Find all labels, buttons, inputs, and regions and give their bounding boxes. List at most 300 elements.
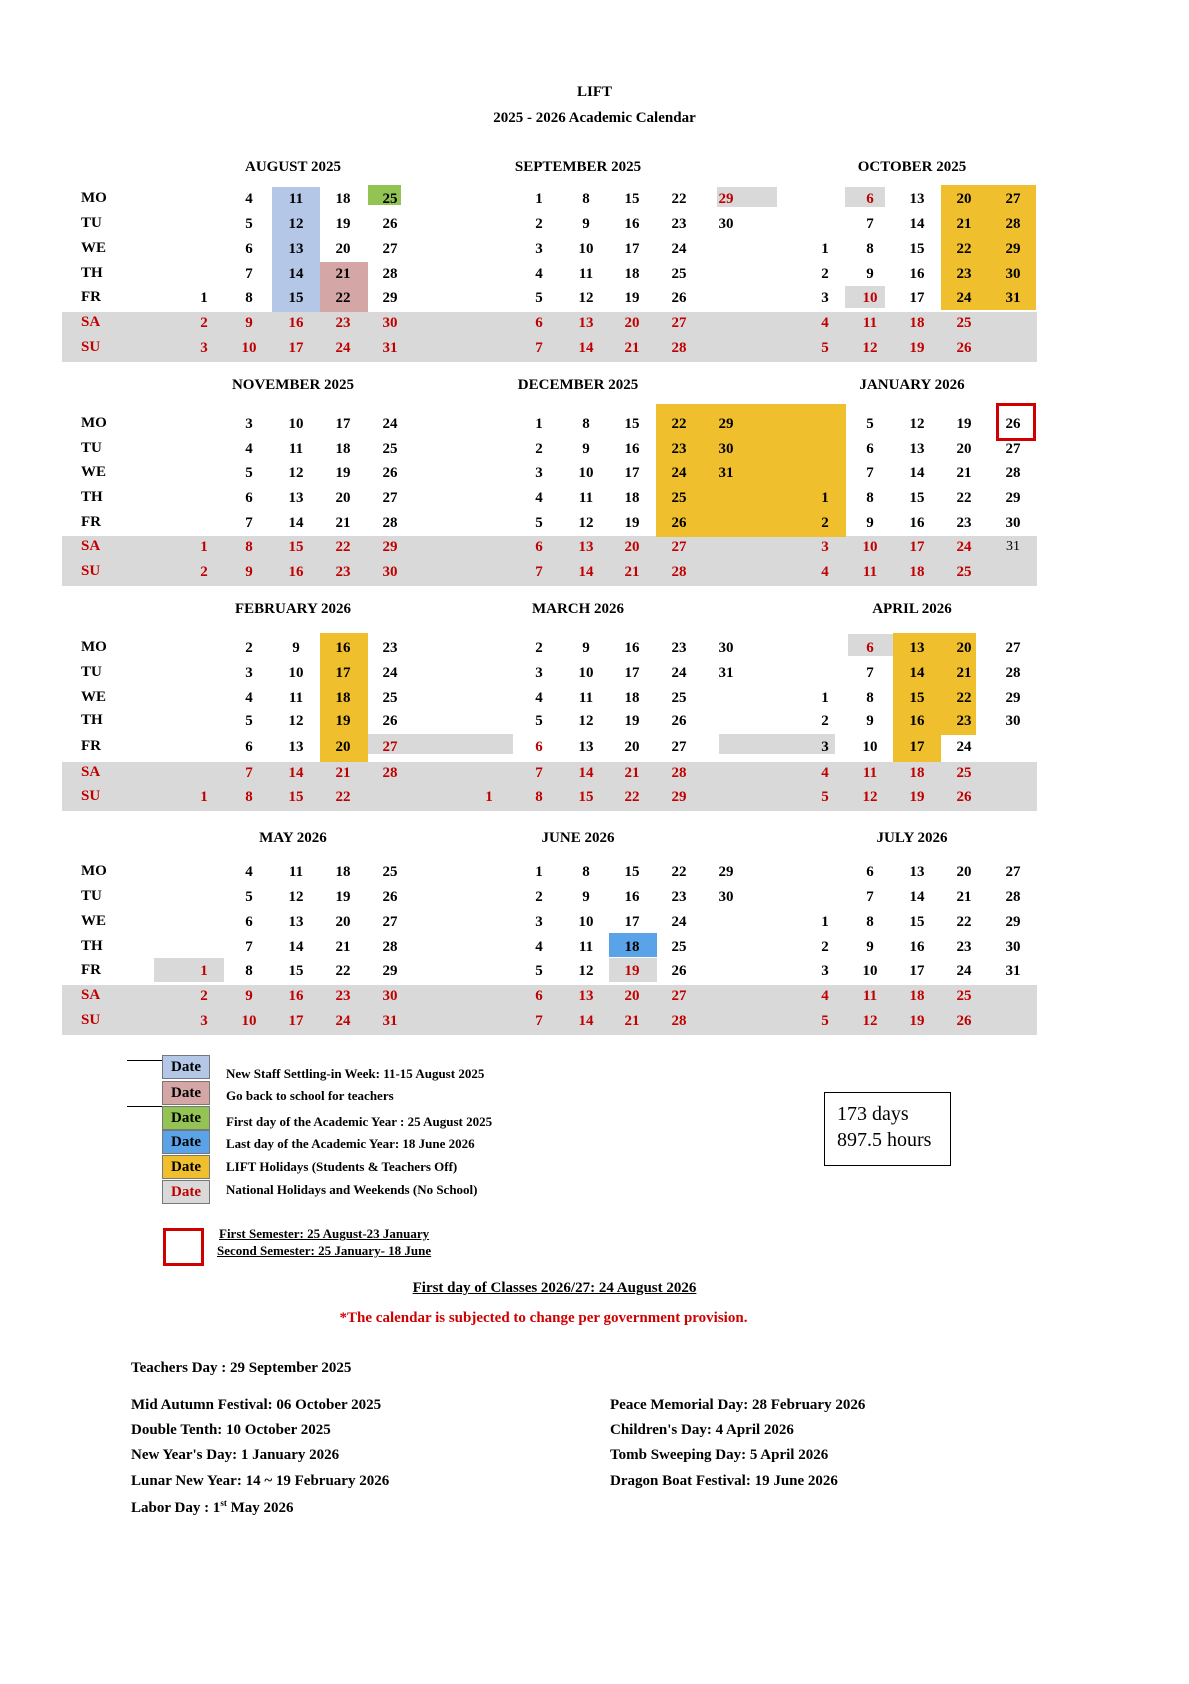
day-cell: 16 <box>624 640 640 656</box>
day-cell: 22 <box>335 290 351 306</box>
month-title-dec: DECEMBER 2025 <box>517 377 639 393</box>
day-cell: 13 <box>578 739 594 755</box>
day-cell: 5 <box>245 713 253 729</box>
day-cell: 30 <box>382 564 398 580</box>
labor-day-prefix: Labor Day : 1 <box>131 1500 221 1516</box>
day-cell: 10 <box>578 914 594 930</box>
day-cell: 27 <box>1005 441 1021 457</box>
day-cell: 5 <box>821 340 829 356</box>
day-cell: 10 <box>578 241 594 257</box>
day-label-mo: MO <box>81 863 107 879</box>
day-cell: 15 <box>288 963 304 979</box>
day-cell: 9 <box>245 988 253 1004</box>
day-cell: 16 <box>335 640 351 656</box>
day-cell: 6 <box>535 739 543 755</box>
day-cell: 4 <box>821 315 829 331</box>
day-cell: 27 <box>671 988 687 1004</box>
day-cell: 26 <box>671 713 687 729</box>
day-cell: 14 <box>578 340 594 356</box>
day-cell: 20 <box>624 988 640 1004</box>
day-cell: 6 <box>245 739 253 755</box>
day-cell: 20 <box>956 864 972 880</box>
org-title: LIFT <box>576 84 612 100</box>
holiday-left-2: New Year's Day: 1 January 2026 <box>131 1447 340 1463</box>
day-cell: 9 <box>292 640 300 656</box>
day-cell: 25 <box>382 864 398 880</box>
day-cell: 4 <box>245 441 253 457</box>
month-title-nov: NOVEMBER 2025 <box>231 377 355 393</box>
day-cell: 14 <box>909 889 925 905</box>
day-cell: 19 <box>335 713 351 729</box>
month-title-jan: JANUARY 2026 <box>859 377 965 393</box>
day-cell: 19 <box>335 216 351 232</box>
day-cell: 14 <box>909 465 925 481</box>
calendar-subtitle: 2025 - 2026 Academic Calendar <box>493 110 696 126</box>
day-cell: 28 <box>1005 465 1021 481</box>
day-cell: 3 <box>535 665 543 681</box>
day-cell: 12 <box>288 889 304 905</box>
day-cell: 7 <box>535 564 543 580</box>
day-label-th: TH <box>81 712 103 728</box>
day-cell: 11 <box>288 441 304 457</box>
day-cell: 24 <box>671 241 687 257</box>
day-cell: 12 <box>862 340 878 356</box>
day-cell: 5 <box>535 963 543 979</box>
day-cell: 13 <box>578 988 594 1004</box>
day-cell: 23 <box>671 889 687 905</box>
day-cell: 14 <box>288 939 304 955</box>
day-cell: 23 <box>671 441 687 457</box>
day-cell: 15 <box>909 914 925 930</box>
day-cell: 15 <box>288 789 304 805</box>
day-cell: 29 <box>1005 914 1021 930</box>
day-cell: 30 <box>382 315 398 331</box>
day-cell: 20 <box>335 241 351 257</box>
day-cell: 4 <box>535 690 543 706</box>
day-cell: 30 <box>1005 713 1021 729</box>
day-cell: 26 <box>382 216 398 232</box>
day-cell: 3 <box>200 340 208 356</box>
day-cell: 18 <box>909 564 925 580</box>
day-cell: 2 <box>200 988 208 1004</box>
day-cell: 5 <box>866 416 874 432</box>
day-cell: 23 <box>956 266 972 282</box>
day-cell: 19 <box>335 889 351 905</box>
day-label-we: WE <box>81 464 107 480</box>
day-cell: 9 <box>245 564 253 580</box>
day-cell: 8 <box>866 690 874 706</box>
day-cell: 4 <box>535 490 543 506</box>
day-cell: 15 <box>624 191 640 207</box>
day-cell: 2 <box>821 939 829 955</box>
day-cell: 20 <box>956 640 972 656</box>
day-cell: 7 <box>866 889 874 905</box>
disclaimer: *The calendar is subjected to change per government provision. <box>339 1310 748 1326</box>
day-cell: 14 <box>909 216 925 232</box>
day-cell: 19 <box>624 290 640 306</box>
day-cell: 20 <box>956 191 972 207</box>
day-cell: 6 <box>245 914 253 930</box>
day-cell: 27 <box>671 739 687 755</box>
legend-national-swatch: Date <box>162 1180 210 1204</box>
day-cell: 19 <box>956 416 972 432</box>
day-cell: 13 <box>288 241 304 257</box>
day-label-tu: TU <box>81 215 102 231</box>
day-cell: 30 <box>718 889 734 905</box>
day-cell: 12 <box>862 1013 878 1029</box>
day-cell: 6 <box>245 490 253 506</box>
day-cell: 7 <box>245 765 253 781</box>
day-cell: 1 <box>535 416 543 432</box>
day-cell: 9 <box>245 315 253 331</box>
holiday-left-3: Lunar New Year: 14 ~ 19 February 2026 <box>131 1473 390 1489</box>
day-cell: 16 <box>909 515 925 531</box>
day-cell: 27 <box>1005 640 1021 656</box>
day-cell: 17 <box>624 241 640 257</box>
day-cell: 9 <box>866 515 874 531</box>
day-cell: 3 <box>245 416 253 432</box>
day-cell: 31 <box>718 665 734 681</box>
day-cell: 20 <box>335 914 351 930</box>
day-cell: 4 <box>245 864 253 880</box>
day-cell: 10 <box>862 963 878 979</box>
day-cell: 24 <box>956 739 972 755</box>
day-cell: 26 <box>382 889 398 905</box>
day-cell: 22 <box>335 789 351 805</box>
day-cell: 22 <box>956 490 972 506</box>
legend-staff-label: New Staff Settling-in Week: 11-15 August 2025 <box>226 1066 485 1081</box>
day-cell: 14 <box>909 665 925 681</box>
day-cell: 11 <box>578 939 594 955</box>
day-cell: 14 <box>578 564 594 580</box>
day-cell: 29 <box>382 539 398 555</box>
day-cell: 18 <box>909 765 925 781</box>
day-cell: 25 <box>382 690 398 706</box>
legend-staff-swatch: Date <box>162 1055 210 1079</box>
day-cell: 26 <box>671 515 687 531</box>
day-cell: 1 <box>535 191 543 207</box>
day-cell: 8 <box>866 490 874 506</box>
month-title-feb: FEBRUARY 2026 <box>234 601 351 617</box>
holiday-right-3: Dragon Boat Festival: 19 June 2026 <box>610 1473 838 1489</box>
day-cell: 3 <box>535 241 543 257</box>
day-cell: 29 <box>671 789 687 805</box>
day-cell: 12 <box>578 290 594 306</box>
day-cell: 21 <box>335 939 351 955</box>
day-cell: 2 <box>821 266 829 282</box>
day-cell: 12 <box>578 515 594 531</box>
day-cell: 13 <box>578 315 594 331</box>
day-cell: 1 <box>200 539 208 555</box>
day-cell: 3 <box>200 1013 208 1029</box>
day-cell: 30 <box>1005 266 1021 282</box>
day-cell: 24 <box>956 290 972 306</box>
day-label-mo: MO <box>81 415 107 431</box>
day-cell: 17 <box>335 416 351 432</box>
day-cell: 19 <box>909 789 925 805</box>
day-label-tu: TU <box>81 888 102 904</box>
day-cell: 30 <box>718 640 734 656</box>
day-label-sa: SA <box>81 764 101 780</box>
day-cell: 28 <box>1005 665 1021 681</box>
day-cell: 11 <box>288 690 304 706</box>
day-cell: 18 <box>335 690 351 706</box>
day-cell: 26 <box>956 340 972 356</box>
day-cell: 10 <box>578 465 594 481</box>
day-cell: 5 <box>245 889 253 905</box>
day-cell: 17 <box>909 290 925 306</box>
day-cell: 10 <box>862 539 878 555</box>
day-cell: 5 <box>821 789 829 805</box>
day-cell: 15 <box>909 690 925 706</box>
day-cell: 28 <box>382 266 398 282</box>
day-cell: 7 <box>866 216 874 232</box>
day-cell: 21 <box>335 266 351 282</box>
day-cell: 24 <box>382 416 398 432</box>
day-cell: 1 <box>821 914 829 930</box>
day-cell: 26 <box>1005 416 1021 432</box>
day-cell: 29 <box>382 290 398 306</box>
day-label-mo: MO <box>81 639 107 655</box>
day-cell: 22 <box>624 789 640 805</box>
day-cell: 2 <box>535 640 543 656</box>
day-label-su: SU <box>81 339 101 355</box>
day-cell: 29 <box>718 191 734 207</box>
day-cell: 25 <box>956 765 972 781</box>
day-cell: 15 <box>288 290 304 306</box>
day-cell: 9 <box>866 939 874 955</box>
day-cell: 1 <box>200 789 208 805</box>
day-cell: 5 <box>535 290 543 306</box>
month-title-jun: JUNE 2026 <box>541 830 615 846</box>
legend-last-day-label: Last day of the Academic Year: 18 June 2026 <box>226 1136 475 1151</box>
day-cell: 10 <box>241 340 257 356</box>
month-title-apr: APRIL 2026 <box>872 601 952 617</box>
day-cell: 16 <box>909 266 925 282</box>
day-cell: 8 <box>582 416 590 432</box>
day-cell: 17 <box>909 539 925 555</box>
labor-day-suffix: May 2026 <box>226 1500 294 1516</box>
day-cell: 3 <box>821 539 829 555</box>
day-cell: 8 <box>866 241 874 257</box>
day-cell: 16 <box>909 713 925 729</box>
day-label-we: WE <box>81 240 107 256</box>
day-cell: 14 <box>288 765 304 781</box>
day-cell: 11 <box>862 988 878 1004</box>
day-cell: 17 <box>624 465 640 481</box>
legend-line-top <box>127 1060 163 1061</box>
day-cell: 24 <box>671 465 687 481</box>
day-cell: 30 <box>1005 939 1021 955</box>
day-cell: 9 <box>582 640 590 656</box>
day-cell: 7 <box>535 765 543 781</box>
day-cell: 21 <box>624 340 640 356</box>
day-cell: 25 <box>956 988 972 1004</box>
day-cell: 15 <box>578 789 594 805</box>
day-cell: 18 <box>624 266 640 282</box>
day-label-fr: FR <box>81 962 101 978</box>
day-cell: 8 <box>245 539 253 555</box>
day-cell: 21 <box>956 465 972 481</box>
day-cell: 25 <box>382 191 398 207</box>
day-cell: 12 <box>288 216 304 232</box>
day-cell: 26 <box>382 465 398 481</box>
day-cell: 17 <box>624 665 640 681</box>
day-cell: 24 <box>671 914 687 930</box>
day-cell: 14 <box>288 266 304 282</box>
day-cell: 23 <box>956 713 972 729</box>
day-cell: 28 <box>382 939 398 955</box>
day-cell: 12 <box>288 713 304 729</box>
day-label-fr: FR <box>81 289 101 305</box>
day-cell: 31 <box>1005 290 1021 306</box>
stats-hours: 897.5 hours <box>837 1129 932 1151</box>
day-cell: 21 <box>335 765 351 781</box>
day-cell: 6 <box>866 441 874 457</box>
day-cell: 25 <box>671 939 687 955</box>
day-label-sa: SA <box>81 987 101 1003</box>
day-cell: 18 <box>624 490 640 506</box>
day-cell: 13 <box>909 864 925 880</box>
day-cell: 26 <box>956 1013 972 1029</box>
day-cell: 6 <box>535 315 543 331</box>
day-label-th: TH <box>81 938 103 954</box>
day-cell: 26 <box>671 290 687 306</box>
day-cell: 25 <box>671 490 687 506</box>
day-cell: 17 <box>288 340 304 356</box>
day-cell: 18 <box>909 988 925 1004</box>
day-cell: 30 <box>718 441 734 457</box>
day-cell: 23 <box>671 216 687 232</box>
day-cell: 17 <box>624 914 640 930</box>
day-cell: 18 <box>624 939 640 955</box>
semester-legend-box <box>163 1228 204 1266</box>
day-cell: 2 <box>535 441 543 457</box>
day-cell: 16 <box>288 988 304 1004</box>
day-cell: 28 <box>671 340 687 356</box>
day-label-fr: FR <box>81 514 101 530</box>
day-label-we: WE <box>81 913 107 929</box>
month-title-sep: SEPTEMBER 2025 <box>514 159 642 175</box>
day-cell: 21 <box>335 515 351 531</box>
day-cell: 27 <box>671 315 687 331</box>
day-cell: 19 <box>624 515 640 531</box>
day-cell: 4 <box>821 564 829 580</box>
day-cell: 22 <box>671 191 687 207</box>
day-cell: 23 <box>382 640 398 656</box>
day-cell: 10 <box>862 739 878 755</box>
day-cell: 18 <box>624 690 640 706</box>
month-title-jul: JULY 2026 <box>876 830 948 846</box>
day-cell: 28 <box>671 1013 687 1029</box>
labor-day <box>131 1498 293 1517</box>
day-cell: 26 <box>671 963 687 979</box>
day-cell: 4 <box>245 191 253 207</box>
day-cell: 20 <box>624 539 640 555</box>
day-cell: 8 <box>582 864 590 880</box>
day-cell: 7 <box>535 1013 543 1029</box>
day-cell: 19 <box>909 1013 925 1029</box>
day-label-th: TH <box>81 489 103 505</box>
day-cell: 24 <box>956 539 972 555</box>
day-cell: 27 <box>382 241 398 257</box>
day-label-tu: TU <box>81 440 102 456</box>
day-cell: 18 <box>335 864 351 880</box>
day-cell: 8 <box>245 963 253 979</box>
day-cell: 27 <box>671 539 687 555</box>
day-cell: 23 <box>671 640 687 656</box>
legend-line-bottom <box>127 1106 163 1107</box>
day-cell: 28 <box>382 515 398 531</box>
holiday-right-0: Peace Memorial Day: 28 February 2026 <box>610 1397 866 1413</box>
day-cell: 21 <box>624 564 640 580</box>
day-cell: 12 <box>862 789 878 805</box>
legend-holiday-label: LIFT Holidays (Students & Teachers Off) <box>226 1159 458 1174</box>
day-label-su: SU <box>81 563 101 579</box>
day-cell: 29 <box>718 416 734 432</box>
day-cell: 8 <box>535 789 543 805</box>
day-cell: 23 <box>956 939 972 955</box>
day-cell: 2 <box>535 889 543 905</box>
day-cell: 18 <box>335 191 351 207</box>
day-cell: 15 <box>909 490 925 506</box>
day-cell: 11 <box>578 266 594 282</box>
day-cell: 11 <box>862 765 878 781</box>
day-cell: 10 <box>241 1013 257 1029</box>
day-cell: 7 <box>245 266 253 282</box>
day-cell: 24 <box>956 963 972 979</box>
day-cell: 7 <box>245 515 253 531</box>
day-cell: 23 <box>335 988 351 1004</box>
day-cell: 31 <box>1006 539 1020 554</box>
day-cell: 11 <box>578 490 594 506</box>
day-cell: 29 <box>1005 490 1021 506</box>
day-cell: 23 <box>956 515 972 531</box>
day-label-sa: SA <box>81 538 101 554</box>
legend-national-label: National Holidays and Weekends (No School) <box>226 1182 478 1197</box>
day-cell: 24 <box>335 340 351 356</box>
day-cell: 9 <box>582 441 590 457</box>
day-cell: 3 <box>535 465 543 481</box>
day-cell: 12 <box>578 713 594 729</box>
day-cell: 29 <box>382 963 398 979</box>
day-cell: 24 <box>671 665 687 681</box>
day-cell: 30 <box>382 988 398 1004</box>
day-cell: 13 <box>288 490 304 506</box>
day-label-th: TH <box>81 265 103 281</box>
day-cell: 26 <box>382 713 398 729</box>
day-cell: 9 <box>582 889 590 905</box>
day-cell: 24 <box>335 1013 351 1029</box>
day-cell: 1 <box>821 241 829 257</box>
day-cell: 17 <box>909 739 925 755</box>
day-cell: 31 <box>382 340 398 356</box>
day-cell: 28 <box>1005 216 1021 232</box>
day-cell: 1 <box>200 963 208 979</box>
day-cell: 30 <box>718 216 734 232</box>
day-cell: 14 <box>578 765 594 781</box>
day-cell: 2 <box>200 315 208 331</box>
day-cell: 4 <box>821 988 829 1004</box>
day-cell: 22 <box>671 864 687 880</box>
day-cell: 15 <box>624 416 640 432</box>
day-cell: 1 <box>200 290 208 306</box>
first-day-next-year: First day of Classes 2026/27: 24 August 2026 <box>412 1280 697 1296</box>
day-cell: 18 <box>335 441 351 457</box>
day-cell: 19 <box>909 340 925 356</box>
day-cell: 7 <box>245 939 253 955</box>
second-semester: Second Semester: 25 January- 18 June <box>217 1243 432 1258</box>
